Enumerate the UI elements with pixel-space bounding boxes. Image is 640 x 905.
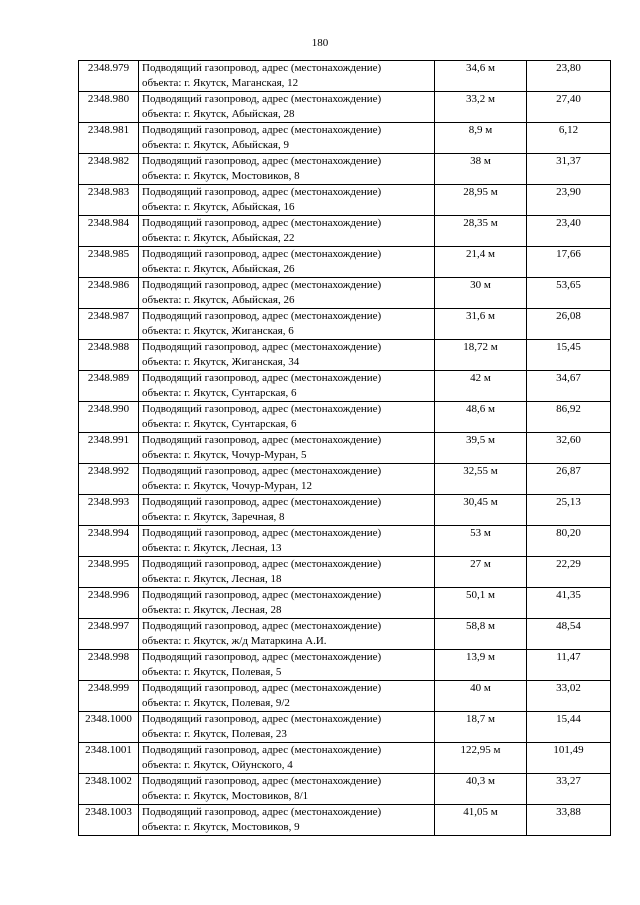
row-number-cell: 2348.982 <box>79 154 139 185</box>
table-row <box>79 247 611 278</box>
value-cell: 6,12 <box>527 123 611 154</box>
description-line-1: Подводящий газопровод, адрес (местонахождение) <box>142 651 382 663</box>
length-cell: 30,45 м <box>435 495 527 526</box>
description-line-1: Подводящий газопровод, адрес (местонахождение) <box>142 620 382 632</box>
value-cell: 31,37 <box>527 154 611 185</box>
description-cell <box>139 61 435 92</box>
description-line-2: объекта: г. Якутск, Чочур-Муран, 5 <box>142 449 307 461</box>
description-cell <box>139 681 435 712</box>
description-line-2: объекта: г. Якутск, Лесная, 13 <box>142 542 282 554</box>
description-line-2: объекта: г. Якутск, Ойунского, 4 <box>142 759 293 771</box>
value-cell: 17,66 <box>527 247 611 278</box>
length-cell: 30 м <box>435 278 527 309</box>
row-number-cell: 2348.986 <box>79 278 139 309</box>
row-number-cell: 2348.994 <box>79 526 139 557</box>
description-line-1: Подводящий газопровод, адрес (местонахождение) <box>142 155 382 167</box>
length-cell: 33,2 м <box>435 92 527 123</box>
value-cell: 26,08 <box>527 309 611 340</box>
description-cell <box>139 433 435 464</box>
description-line-1: Подводящий газопровод, адрес (местонахождение) <box>142 496 382 508</box>
description-line-1: Подводящий газопровод, адрес (местонахождение) <box>142 62 382 74</box>
length-cell: 50,1 м <box>435 588 527 619</box>
description-line-2: объекта: г. Якутск, Абыйская, 16 <box>142 201 295 213</box>
description-line-1: Подводящий газопровод, адрес (местонахождение) <box>142 806 382 818</box>
length-cell: 18,7 м <box>435 712 527 743</box>
value-cell: 48,54 <box>527 619 611 650</box>
description-line-2: объекта: г. Якутск, Жиганская, 6 <box>142 325 294 337</box>
description-cell <box>139 774 435 805</box>
description-line-1: Подводящий газопровод, адрес (местонахождение) <box>142 217 382 229</box>
length-cell: 40,3 м <box>435 774 527 805</box>
row-number-cell: 2348.983 <box>79 185 139 216</box>
length-cell: 40 м <box>435 681 527 712</box>
description-line-2: объекта: г. Якутск, Сунтарская, 6 <box>142 387 297 399</box>
table-row <box>79 743 611 774</box>
row-number-cell: 2348.998 <box>79 650 139 681</box>
description-line-1: Подводящий газопровод, адрес (местонахождение) <box>142 124 382 136</box>
description-line-2: объекта: г. Якутск, Жиганская, 34 <box>142 356 300 368</box>
value-cell: 23,80 <box>527 61 611 92</box>
description-cell <box>139 650 435 681</box>
table-row <box>79 805 611 836</box>
row-number-cell: 2348.997 <box>79 619 139 650</box>
row-number-cell: 2348.1000 <box>79 712 139 743</box>
description-line-1: Подводящий газопровод, адрес (местонахождение) <box>142 465 382 477</box>
description-line-2: объекта: г. Якутск, Лесная, 28 <box>142 604 282 616</box>
description-line-1: Подводящий газопровод, адрес (местонахождение) <box>142 248 382 260</box>
length-cell: 13,9 м <box>435 650 527 681</box>
description-line-2: объекта: г. Якутск, Маганская, 12 <box>142 77 299 89</box>
value-cell: 23,40 <box>527 216 611 247</box>
description-cell <box>139 247 435 278</box>
table-row <box>79 681 611 712</box>
description-cell <box>139 712 435 743</box>
length-cell: 48,6 м <box>435 402 527 433</box>
value-cell: 27,40 <box>527 92 611 123</box>
description-line-2: объекта: г. Якутск, Чочур-Муран, 12 <box>142 480 313 492</box>
description-line-2: объекта: г. Якутск, Мостовиков, 8/1 <box>142 790 309 802</box>
row-number-cell: 2348.1001 <box>79 743 139 774</box>
description-cell <box>139 123 435 154</box>
table-row <box>79 402 611 433</box>
length-cell: 34,6 м <box>435 61 527 92</box>
value-cell: 15,45 <box>527 340 611 371</box>
length-cell: 53 м <box>435 526 527 557</box>
table-row <box>79 185 611 216</box>
description-line-2: объекта: г. Якутск, Абыйская, 9 <box>142 139 289 151</box>
value-cell: 11,47 <box>527 650 611 681</box>
value-cell: 33,02 <box>527 681 611 712</box>
length-cell: 32,55 м <box>435 464 527 495</box>
row-number-cell: 2348.987 <box>79 309 139 340</box>
table-row <box>79 340 611 371</box>
length-cell: 38 м <box>435 154 527 185</box>
row-number-cell: 2348.992 <box>79 464 139 495</box>
value-cell: 26,87 <box>527 464 611 495</box>
description-cell <box>139 495 435 526</box>
description-line-1: Подводящий газопровод, адрес (местонахождение) <box>142 744 382 756</box>
value-cell: 101,49 <box>527 743 611 774</box>
row-number-cell: 2348.984 <box>79 216 139 247</box>
description-cell <box>139 371 435 402</box>
row-number-cell: 2348.991 <box>79 433 139 464</box>
table-row <box>79 712 611 743</box>
length-cell: 58,8 м <box>435 619 527 650</box>
description-cell <box>139 743 435 774</box>
table-row <box>79 619 611 650</box>
description-cell <box>139 92 435 123</box>
description-line-1: Подводящий газопровод, адрес (местонахождение) <box>142 93 382 105</box>
description-line-2: объекта: г. Якутск, Полевая, 23 <box>142 728 287 740</box>
length-cell: 28,95 м <box>435 185 527 216</box>
description-cell <box>139 185 435 216</box>
row-number-cell: 2348.993 <box>79 495 139 526</box>
row-number-cell: 2348.979 <box>79 61 139 92</box>
description-cell <box>139 340 435 371</box>
table-row <box>79 650 611 681</box>
row-number-cell: 2348.996 <box>79 588 139 619</box>
table-row <box>79 464 611 495</box>
description-line-1: Подводящий газопровод, адрес (местонахождение) <box>142 682 382 694</box>
description-line-1: Подводящий газопровод, адрес (местонахождение) <box>142 310 382 322</box>
table-row <box>79 588 611 619</box>
value-cell: 41,35 <box>527 588 611 619</box>
table-row <box>79 154 611 185</box>
description-cell <box>139 154 435 185</box>
length-cell: 21,4 м <box>435 247 527 278</box>
row-number-cell: 2348.981 <box>79 123 139 154</box>
description-line-2: объекта: г. Якутск, Лесная, 18 <box>142 573 282 585</box>
property-table <box>78 60 611 836</box>
description-line-2: объекта: г. Якутск, Полевая, 9/2 <box>142 697 290 709</box>
table-row <box>79 216 611 247</box>
value-cell: 23,90 <box>527 185 611 216</box>
description-line-1: Подводящий газопровод, адрес (местонахождение) <box>142 434 382 446</box>
table-row <box>79 92 611 123</box>
description-line-1: Подводящий газопровод, адрес (местонахождение) <box>142 341 382 353</box>
value-cell: 22,29 <box>527 557 611 588</box>
value-cell: 33,27 <box>527 774 611 805</box>
description-line-2: объекта: г. Якутск, Мостовиков, 8 <box>142 170 300 182</box>
description-line-1: Подводящий газопровод, адрес (местонахождение) <box>142 403 382 415</box>
value-cell: 86,92 <box>527 402 611 433</box>
row-number-cell: 2348.988 <box>79 340 139 371</box>
description-line-1: Подводящий газопровод, адрес (местонахождение) <box>142 775 382 787</box>
row-number-cell: 2348.995 <box>79 557 139 588</box>
description-line-2: объекта: г. Якутск, Полевая, 5 <box>142 666 282 678</box>
description-line-2: объекта: г. Якутск, Абыйская, 22 <box>142 232 295 244</box>
description-line-2: объекта: г. Якутск, Заречная, 8 <box>142 511 285 523</box>
description-line-1: Подводящий газопровод, адрес (местонахождение) <box>142 372 382 384</box>
description-line-1: Подводящий газопровод, адрес (местонахождение) <box>142 558 382 570</box>
length-cell: 31,6 м <box>435 309 527 340</box>
description-line-2: объекта: г. Якутск, Абыйская, 28 <box>142 108 295 120</box>
value-cell: 25,13 <box>527 495 611 526</box>
value-cell: 53,65 <box>527 278 611 309</box>
row-number-cell: 2348.1002 <box>79 774 139 805</box>
description-cell <box>139 619 435 650</box>
value-cell: 80,20 <box>527 526 611 557</box>
table-row <box>79 526 611 557</box>
description-line-1: Подводящий газопровод, адрес (местонахождение) <box>142 527 382 539</box>
description-line-2: объекта: г. Якутск, Абыйская, 26 <box>142 294 295 306</box>
description-cell <box>139 805 435 836</box>
description-line-1: Подводящий газопровод, адрес (местонахождение) <box>142 713 382 725</box>
page-number: 180 <box>311 37 329 49</box>
table-row <box>79 433 611 464</box>
length-cell: 41,05 м <box>435 805 527 836</box>
description-line-2: объекта: г. Якутск, ж/д Матаркина А.И. <box>142 635 327 647</box>
description-cell <box>139 557 435 588</box>
description-cell <box>139 402 435 433</box>
description-cell <box>139 278 435 309</box>
description-line-2: объекта: г. Якутск, Абыйская, 26 <box>142 263 295 275</box>
row-number-cell: 2348.990 <box>79 402 139 433</box>
description-cell <box>139 526 435 557</box>
table-row <box>79 123 611 154</box>
table-row <box>79 774 611 805</box>
length-cell: 27 м <box>435 557 527 588</box>
table-row <box>79 61 611 92</box>
value-cell: 34,67 <box>527 371 611 402</box>
description-line-1: Подводящий газопровод, адрес (местонахождение) <box>142 279 382 291</box>
value-cell: 32,60 <box>527 433 611 464</box>
description-line-1: Подводящий газопровод, адрес (местонахождение) <box>142 589 382 601</box>
length-cell: 42 м <box>435 371 527 402</box>
length-cell: 39,5 м <box>435 433 527 464</box>
table-row <box>79 557 611 588</box>
description-line-2: объекта: г. Якутск, Мостовиков, 9 <box>142 821 300 833</box>
length-cell: 18,72 м <box>435 340 527 371</box>
table-row <box>79 309 611 340</box>
description-cell <box>139 588 435 619</box>
value-cell: 15,44 <box>527 712 611 743</box>
description-cell <box>139 464 435 495</box>
row-number-cell: 2348.1003 <box>79 805 139 836</box>
description-line-2: объекта: г. Якутск, Сунтарская, 6 <box>142 418 297 430</box>
length-cell: 122,95 м <box>435 743 527 774</box>
table-row <box>79 278 611 309</box>
description-line-1: Подводящий газопровод, адрес (местонахождение) <box>142 186 382 198</box>
row-number-cell: 2348.985 <box>79 247 139 278</box>
description-cell <box>139 309 435 340</box>
length-cell: 8,9 м <box>435 123 527 154</box>
row-number-cell: 2348.980 <box>79 92 139 123</box>
row-number-cell: 2348.999 <box>79 681 139 712</box>
length-cell: 28,35 м <box>435 216 527 247</box>
value-cell: 33,88 <box>527 805 611 836</box>
table-body <box>79 61 611 836</box>
table-row <box>79 495 611 526</box>
table-row <box>79 371 611 402</box>
description-cell <box>139 216 435 247</box>
row-number-cell: 2348.989 <box>79 371 139 402</box>
